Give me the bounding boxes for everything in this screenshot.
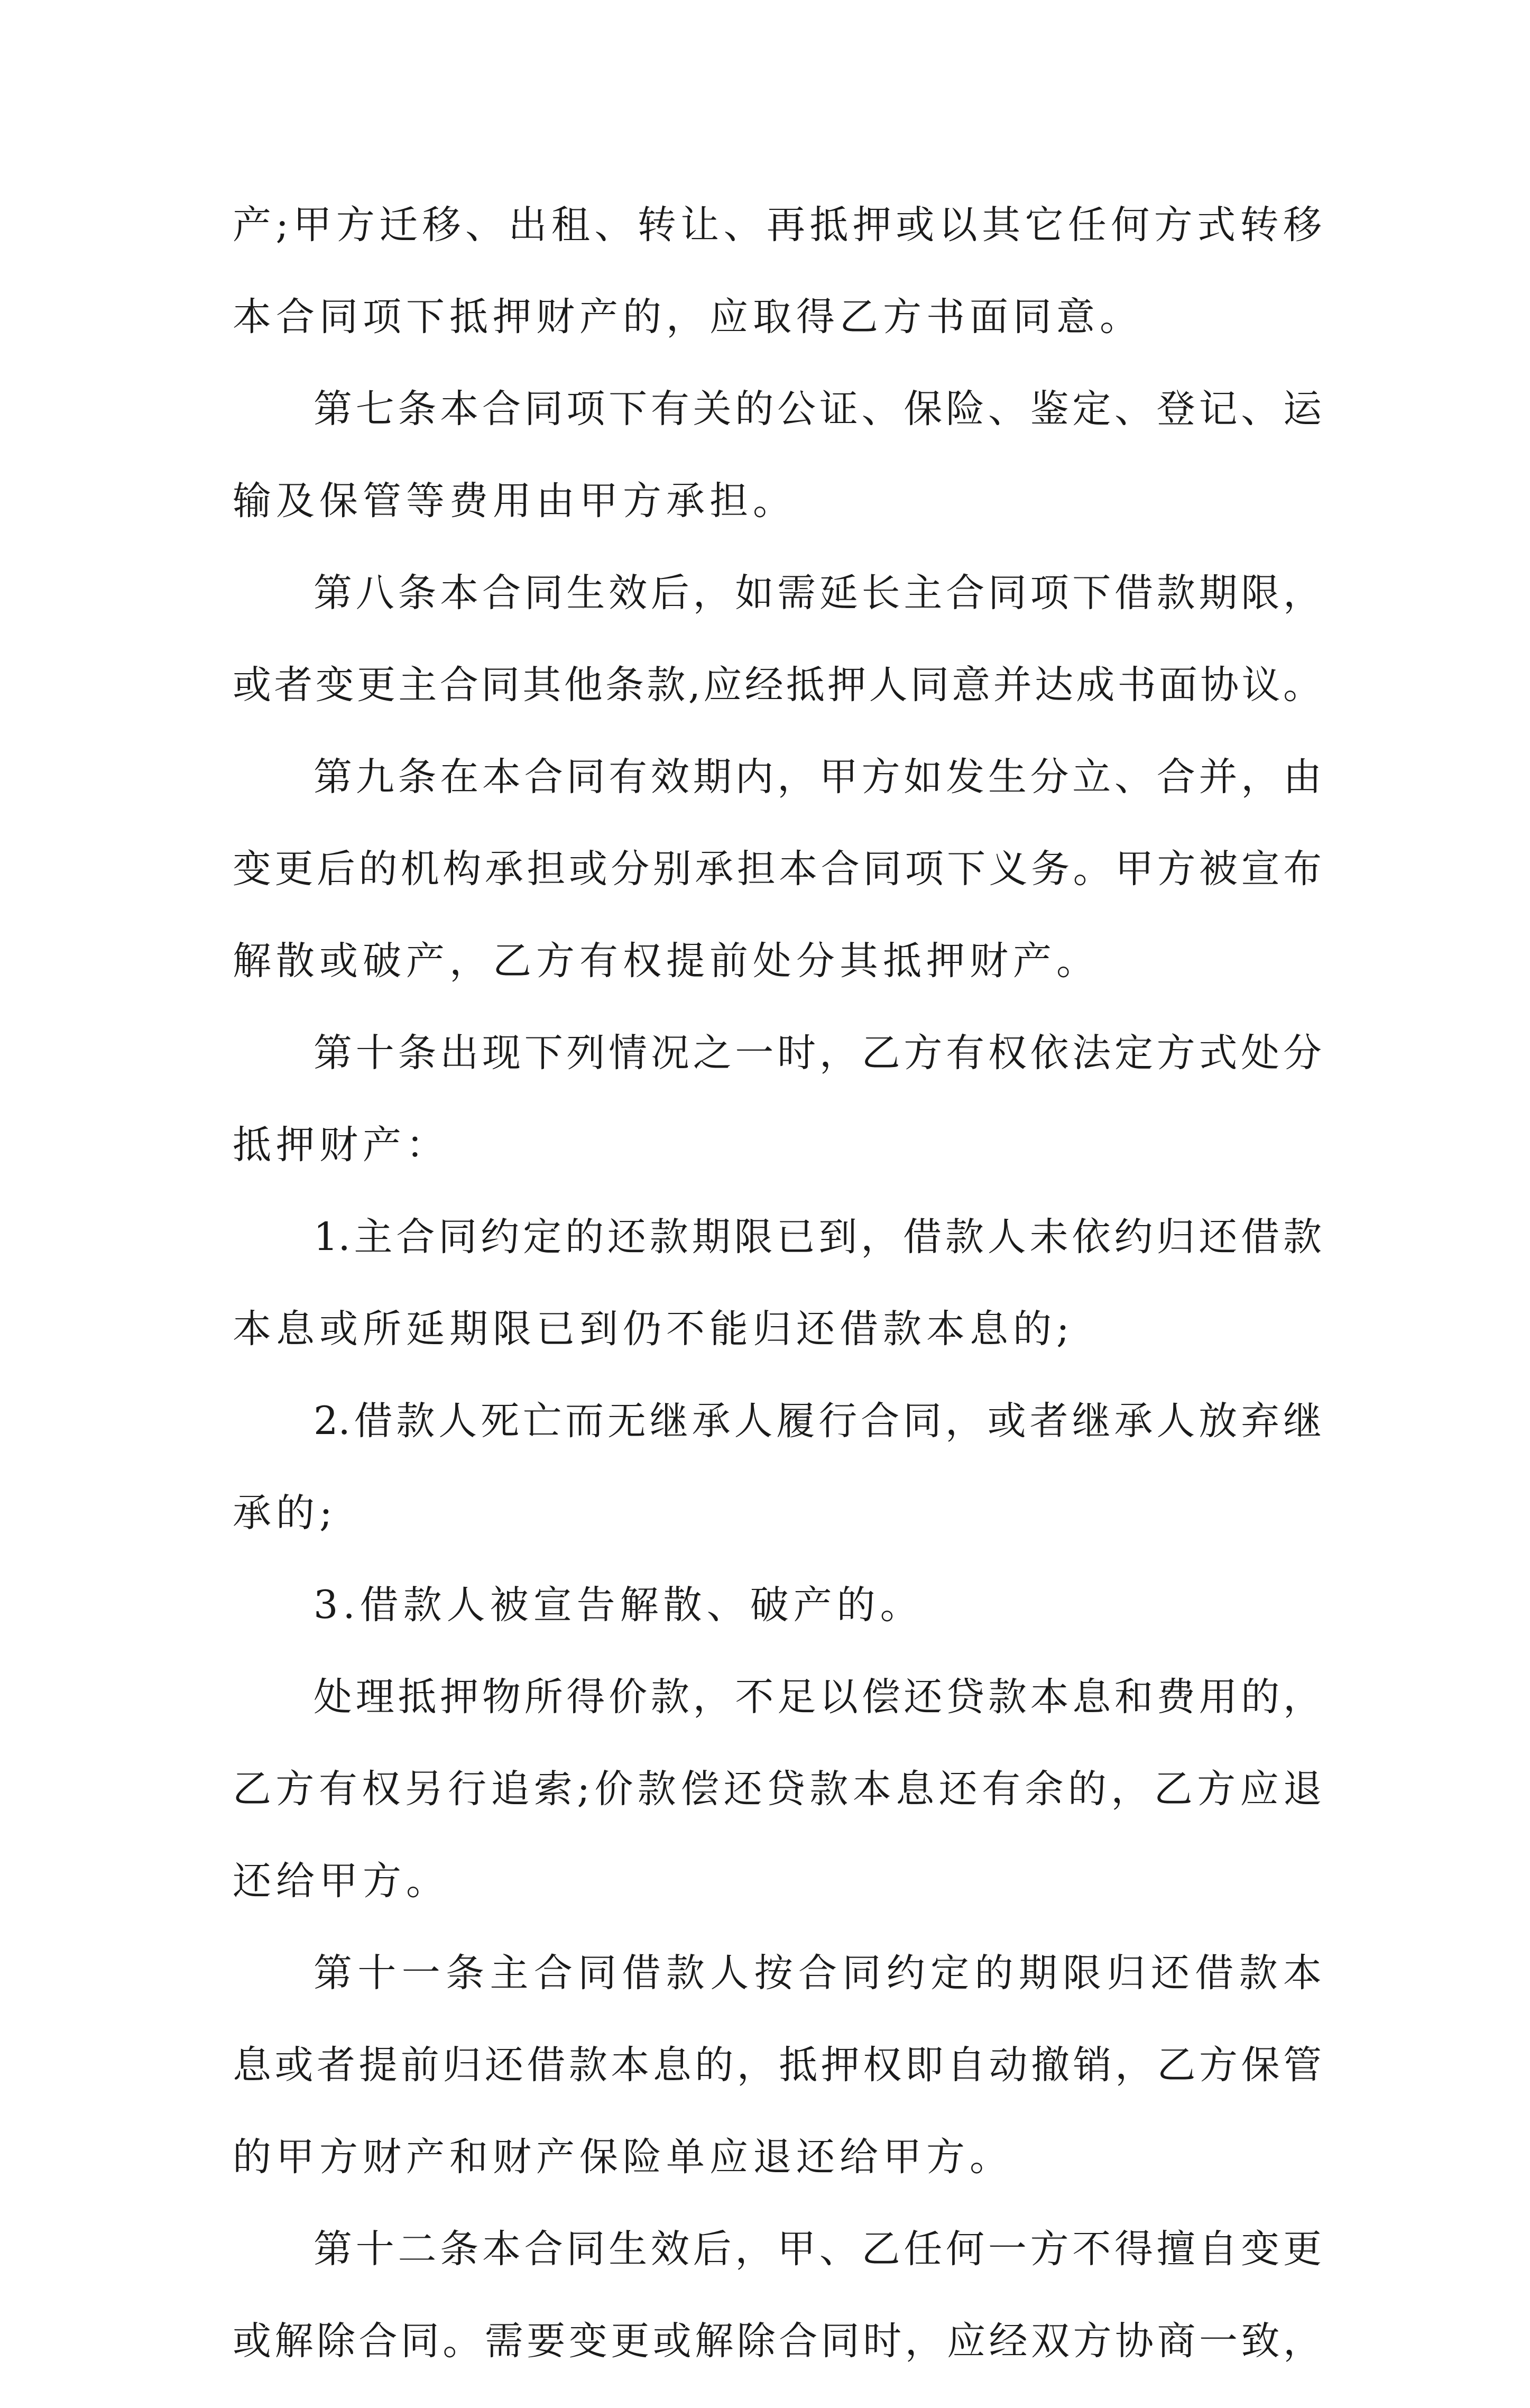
- text-line: 变更后的机构承担或分别承担本合同项下义务。甲方被宣布: [233, 847, 1322, 891]
- text-line: 1.主合同约定的还款期限已到，借款人未依约归还借款: [314, 1215, 1322, 1260]
- text-line: 本合同项下抵押财产的，应取得乙方书面同意。: [233, 295, 1143, 339]
- text-line: 第十二条本合同生效后，甲、乙任何一方不得擅自变更: [314, 2227, 1322, 2272]
- text-line: 承的;: [233, 1491, 337, 1536]
- text-line: 抵押财产：: [233, 1123, 449, 1168]
- text-line: 还给甲方。: [233, 1859, 449, 1904]
- text-line: 3.借款人被宣告解散、破产的。: [314, 1583, 924, 1628]
- text-line: 乙方有权另行追索;价款偿还贷款本息还有余的，乙方应退: [233, 1767, 1322, 1812]
- text-line: 2.借款人死亡而无继承人履行合同，或者继承人放弃继: [314, 1399, 1322, 1444]
- text-line: 产;甲方迁移、出租、转让、再抵押或以其它任何方式转移: [233, 203, 1322, 247]
- text-line: 处理抵押物所得价款，不足以偿还贷款本息和费用的，: [314, 1675, 1322, 1720]
- text-line: 第八条本合同生效后，如需延长主合同项下借款期限，: [314, 571, 1322, 615]
- text-line: 第九条在本合同有效期内，甲方如发生分立、合并，由: [314, 755, 1322, 799]
- text-line: 第十一条主合同借款人按合同约定的期限归还借款本: [314, 1951, 1322, 1996]
- text-line: 本息或所延期限已到仍不能归还借款本息的;: [233, 1307, 1074, 1352]
- contract-text-body: [233, 200, 1322, 2408]
- text-line: 息或者提前归还借款本息的，抵押权即自动撤销，乙方保管: [233, 2043, 1322, 2088]
- text-line: 或者变更主合同其他条款,应经抵押人同意并达成书面协议。: [233, 663, 1322, 707]
- text-line: 输及保管等费用由甲方承担。: [233, 479, 796, 523]
- text-line: 的甲方财产和财产保险单应退还给甲方。: [233, 2135, 1013, 2180]
- text-line: 或解除合同。需要变更或解除合同时，应经双方协商一致，: [233, 2319, 1322, 2364]
- text-line: 第十条出现下列情况之一时，乙方有权依法定方式处分: [314, 1031, 1322, 1076]
- text-line: 解散或破产，乙方有权提前处分其抵押财产。: [233, 939, 1100, 984]
- text-line: 第七条本合同项下有关的公证、保险、鉴定、登记、运: [314, 387, 1322, 431]
